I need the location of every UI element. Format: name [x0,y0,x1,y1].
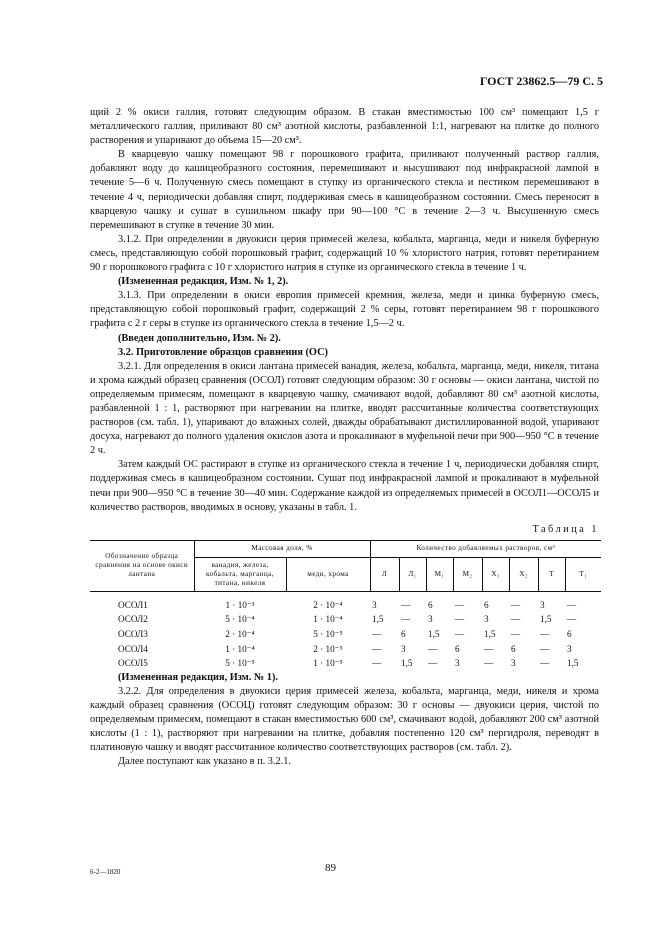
page-header: ГОСТ 23862.5—79 С. 5 [479,74,603,88]
cell-name: ОСОЛ3 [118,629,148,639]
column-header-mass-a: ванадия, железа, кобальта, марганца, титана, никеля [194,557,286,591]
cell-value: — [428,658,438,669]
cell-value: — [567,599,577,610]
cell-mass-a: 5 · 10⁻⁵ [225,658,255,669]
cell-value: 3 [455,658,460,669]
cell-value: 1,5 [401,658,413,669]
cell-mass-a: 2 · 10⁻⁴ [225,629,255,639]
column-header-solution: М₂ [453,557,482,591]
cell-name: ОСОЛ5 [118,658,148,669]
cell-value: 6 [484,599,489,610]
cell-value: — [484,658,494,669]
cell-value: — [540,643,550,654]
cell-value: 1,5 [540,614,552,625]
column-header-solution: Л₁ [399,557,426,591]
cell-mass-b: 5 · 10⁻⁵ [313,629,343,639]
column-header-solution: Т₁ [565,557,601,591]
column-header-solution: Х₂ [509,557,538,591]
cell-value: 3 [372,599,377,610]
cell-value: — [540,658,550,669]
column-header-solution: М₁ [426,557,453,591]
cell-mass-b: 2 · 10⁻⁴ [313,599,343,610]
cell-value: — [455,629,465,639]
cell-value: 3 [567,643,572,654]
column-header-quantity: Количество добавляемых растворов, см³ [370,540,601,557]
cell-name: ОСОЛ1 [118,599,148,610]
cell-value: 6 [401,629,406,639]
cell-value: 3 [428,614,433,625]
cell-value: — [455,599,465,610]
amendment-note: (Измененная редакция, Изм. № 1). [118,671,278,683]
cell-value: — [372,643,382,654]
cell-value: 3 [484,614,489,625]
document-body [90,106,599,769]
page-number: 89 [325,862,336,874]
paragraph: 3.1.2. При определении в двуокиси церия примесей железа, кобальта, марганца, меди и никеля буферную смесь, представляющую собой порошковый графит, содержащий 10 % хлористого натрия, готовят перетиранием 90 г порошкового графита с 10 г хлористого натрия в ступке из органического стекла в течение 1 ч. [90,233,599,274]
table-row [90,612,601,627]
cell-value: — [372,629,382,639]
cell-value: 6 [428,599,433,610]
paragraph: В кварцевую чашку помещают 98 г порошкового графита, приливают полученный раствор галлия, добавляют воду до кашицеобразного состояния, перемешивают и высушивают под инфракрасной лампой в течение 5—6 ч. Полученную смесь помещают в ступку из органического стекла и пестиком перемешивают в течение 4 ч, периодически добавляя спирт, поддерживая смесь в кашицеобразном состоянии. Смесь переносят в кварцевую чашку и сушат в сушильном шкафу при 90—100 °С в течение 2—3 ч. Высушенную смесь перемешивают в ступке в течение 30 мин. [90,149,599,231]
cell-value: 6 [567,629,572,639]
cell-mass-b: 2 · 10⁻⁵ [313,643,343,654]
cell-value: 3 [540,599,545,610]
table-row [90,656,601,671]
cell-value: 6 [455,643,460,654]
paragraph: 3.2.2. Для определения в двуокиси церия примесей железа, кобальта, марганца, меди, никеля и хрома каждый образец сравнения (ОСОЦ) готовят следующим образом: 30 г основы — двуокиси церия, чистой по определяемым примесям, помещают в стакан вместимостью 600 см³, смачивают водой, добавляют 200 см³ азотной кислоты (1 : 1), растворяют при нагревании на плитке, добавляя постепенно 120 см³ пергидроля, переводят в платиновую чашку и вводят рассчитанное количество соответствующих растворов (см. табл. 2). [90,685,599,754]
table-1 [90,540,601,671]
amendment-note: (Введен дополнительно, Изм. № 2). [118,332,281,344]
cell-mass-b: 1 · 10⁻⁵ [313,658,343,669]
cell-value: — [401,614,411,625]
column-header-mass: Массовая доля, % [194,540,370,557]
column-header-name: Обозначение образца сравнения на основе окиси лантана [90,540,194,591]
column-header-solution: Х₁ [482,557,509,591]
cell-value: — [484,643,494,654]
cell-mass-b: 1 · 10⁻⁴ [313,614,343,625]
cell-value: 1,5 [372,614,384,625]
cell-value: 6 [511,643,516,654]
table-row [90,598,601,613]
column-header-solution: Т [538,557,565,591]
section-heading: 3.2. Приготовление образцов сравнения (ОС) [118,346,328,358]
table-caption: Таблица 1 [532,523,599,535]
column-header-solution: Л [370,557,399,591]
paragraph: 3.1.3. При определении в окиси европия примесей кремния, железа, меди и цинка буферную смесь, представляющую собой порошковый графит, содержащий 2 % серы, готовят перетиранием 98 г порошкового графита с 2 г серы в ступке из органического стекла в течение 1,5—2 ч. [90,290,599,330]
cell-value: — [567,614,577,625]
cell-mass-a: 1 · 10⁻³ [225,599,255,610]
cell-value: — [540,629,550,639]
cell-value: — [428,643,438,654]
table-row [90,642,601,657]
cell-value: — [511,614,521,625]
cell-mass-a: 5 · 10⁻⁴ [225,614,255,625]
paragraph: щий 2 % окиси галлия, готовят следующим образом. В стакан вместимостью 100 см³ помещают 1,5 г металлического галлия, приливают 80 см³ азотной кислоты, разбавленной 1:1, нагревают на плитке до полного растворения и упаривают до объема 15—20 см³. [90,107,599,147]
print-code: 6-2—1820 [90,868,121,876]
cell-name: ОСОЛ4 [118,643,148,654]
cell-value: 3 [401,643,406,654]
cell-value: — [511,629,521,639]
paragraph: Далее поступают как указано в п. 3.2.1. [118,756,291,768]
cell-value: 1,5 [428,629,440,639]
cell-value: — [401,599,411,610]
cell-mass-a: 1 · 10⁻⁴ [225,643,255,654]
column-header-mass-b: меди, хрома [286,557,370,591]
cell-value: 3 [511,658,516,669]
cell-value: 1,5 [484,629,496,639]
paragraph: Затем каждый ОС растирают в ступке из органического стекла в течение 1 ч, периодически добавляя спирт, поддерживая смесь в кашицеобразном состоянии. Сушат под инфракрасной лампой и прокаливают в муфельной печи при 900—950 °С в течение 30—40 мин. Содержание каждой из определяемых примесей в ОСОЛ1—ОСОЛ5 и количество растворов, вводимых в основу, указаны в табл. 1. [90,459,599,513]
table-row [90,627,601,642]
cell-name: ОСОЛ2 [118,614,148,625]
paragraph: 3.2.1. Для определения в окиси лантана примесей ванадия, железа, кобальта, марганца, меди, никеля, титана и хрома каждый образец сравнения (ОСОЛ) готовят следующим образом: 30 г основы — окиси лантана, чистой по определяемым примесям, помещают в кварцевую чашку, смачивают водой, добавляют 80 см³ азотной кислоты, разбавленной 1 : 1, растворяют при нагревании на плитке, вводят рассчитанные количества соответствующих растворов (см. табл. 1), упаривают до влажных солей, дважды обрабатывают дистиллированной водой, упаривают досуха, нагревают до полного удаления окислов азота и прокаливают в муфельной печи при 900—950 °С в течение 2 ч. [90,360,599,457]
cell-value: — [372,658,382,669]
cell-value: — [455,614,465,625]
cell-value: 1,5 [567,658,579,669]
cell-value: — [511,599,521,610]
amendment-note: (Измененная редакция, Изм. № 1, 2). [118,276,289,288]
